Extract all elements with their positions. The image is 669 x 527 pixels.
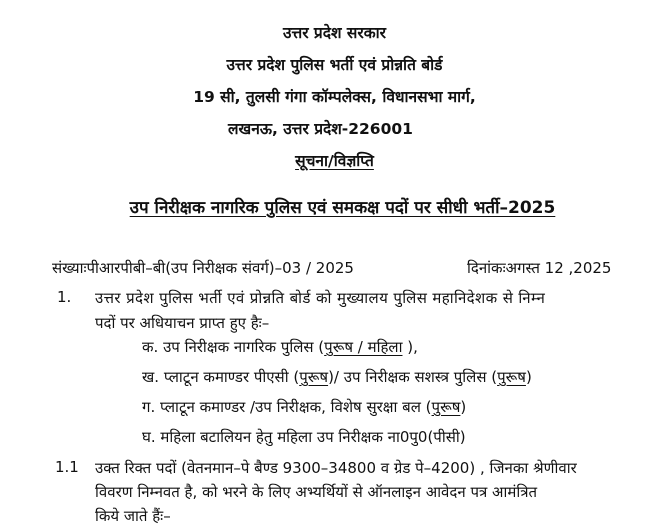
post-item-text: )	[525, 368, 532, 386]
post-item-text: ),	[402, 338, 418, 356]
para-1-1-line-2: विवरण निम्नवत है, को भरने के लिए अभ्यर्थियों से ऑनलाइन आवेदन पत्र आमंत्रित	[95, 483, 538, 501]
post-item-text: महिला बटालियन हेतु महिला उप निरीक्षक ना0पु0(पीसी)	[160, 428, 466, 446]
header-board-name: उत्तर प्रदेश पुलिस भर्ती एवं प्रोन्नति बोर्ड	[226, 56, 443, 74]
header-city: लखनऊ, उत्तर प्रदेश-226001	[228, 120, 413, 138]
gender-eligibility: पुरूष / महिला	[324, 338, 403, 356]
post-item	[142, 337, 418, 357]
para-1-1-line-1: उक्त रिक्त पदों (वेतनमान–पे बैण्ड 9300–34800 व ग्रेड पे–4200) , जिनका श्रेणीवार	[95, 459, 577, 477]
reference-number: संख्याःपीआरपीबी–बी(उप निरीक्षक संवर्ग)–03 / 2025	[52, 259, 354, 277]
post-item	[142, 397, 466, 417]
notice-date: दिनांकःअगस्त 12 ,2025	[467, 259, 612, 277]
gender-eligibility: पुरूष	[431, 398, 461, 416]
post-item-text: प्लाटून कमाण्डर /उप निरीक्षक, विशेष सुरक्षा बल (	[160, 398, 432, 416]
post-item-text: उप निरीक्षक नागरिक पुलिस (	[163, 338, 325, 356]
header-address: 19 सी, तुलसी गंगा कॉम्पलेक्स, विधानसभा मार्ग,	[193, 88, 476, 106]
notice-label: सूचना/विज्ञप्ति	[295, 152, 374, 170]
notice-title: उप निरीक्षक नागरिक पुलिस एवं समकक्ष पदों पर सीधी भर्ती–2025	[129, 198, 556, 218]
gender-eligibility: पुरूष	[497, 368, 526, 386]
header-government: उत्तर प्रदेश सरकार	[282, 24, 386, 42]
para-1-1-line-3: किये जाते हैंः–	[95, 507, 171, 525]
post-item-text: )	[460, 398, 467, 416]
post-item-label: ख.	[142, 368, 160, 386]
para-1-1-number: 1.1	[55, 458, 79, 476]
post-item-text: प्लाटून कमाण्डर पीएसी (	[163, 368, 300, 386]
gender-eligibility: पुरूष	[299, 368, 329, 386]
post-item-text: )/ उप निरीक्षक सशस्त्र पुलिस (	[328, 368, 498, 386]
post-item-label: ग.	[142, 398, 156, 416]
para-1-number: 1.	[57, 288, 72, 306]
post-item	[142, 367, 532, 387]
post-item-label: क.	[142, 338, 159, 356]
para-1-line-1: उत्तर प्रदेश पुलिस भर्ती एवं प्रोन्नति बोर्ड को मुख्यालय पुलिस महानिदेशक से निम्न	[95, 289, 546, 307]
post-item	[142, 427, 466, 447]
post-item-label: घ.	[142, 428, 156, 446]
para-1-line-2: पदों पर अधियाचन प्राप्त हुए हैः–	[95, 314, 270, 332]
